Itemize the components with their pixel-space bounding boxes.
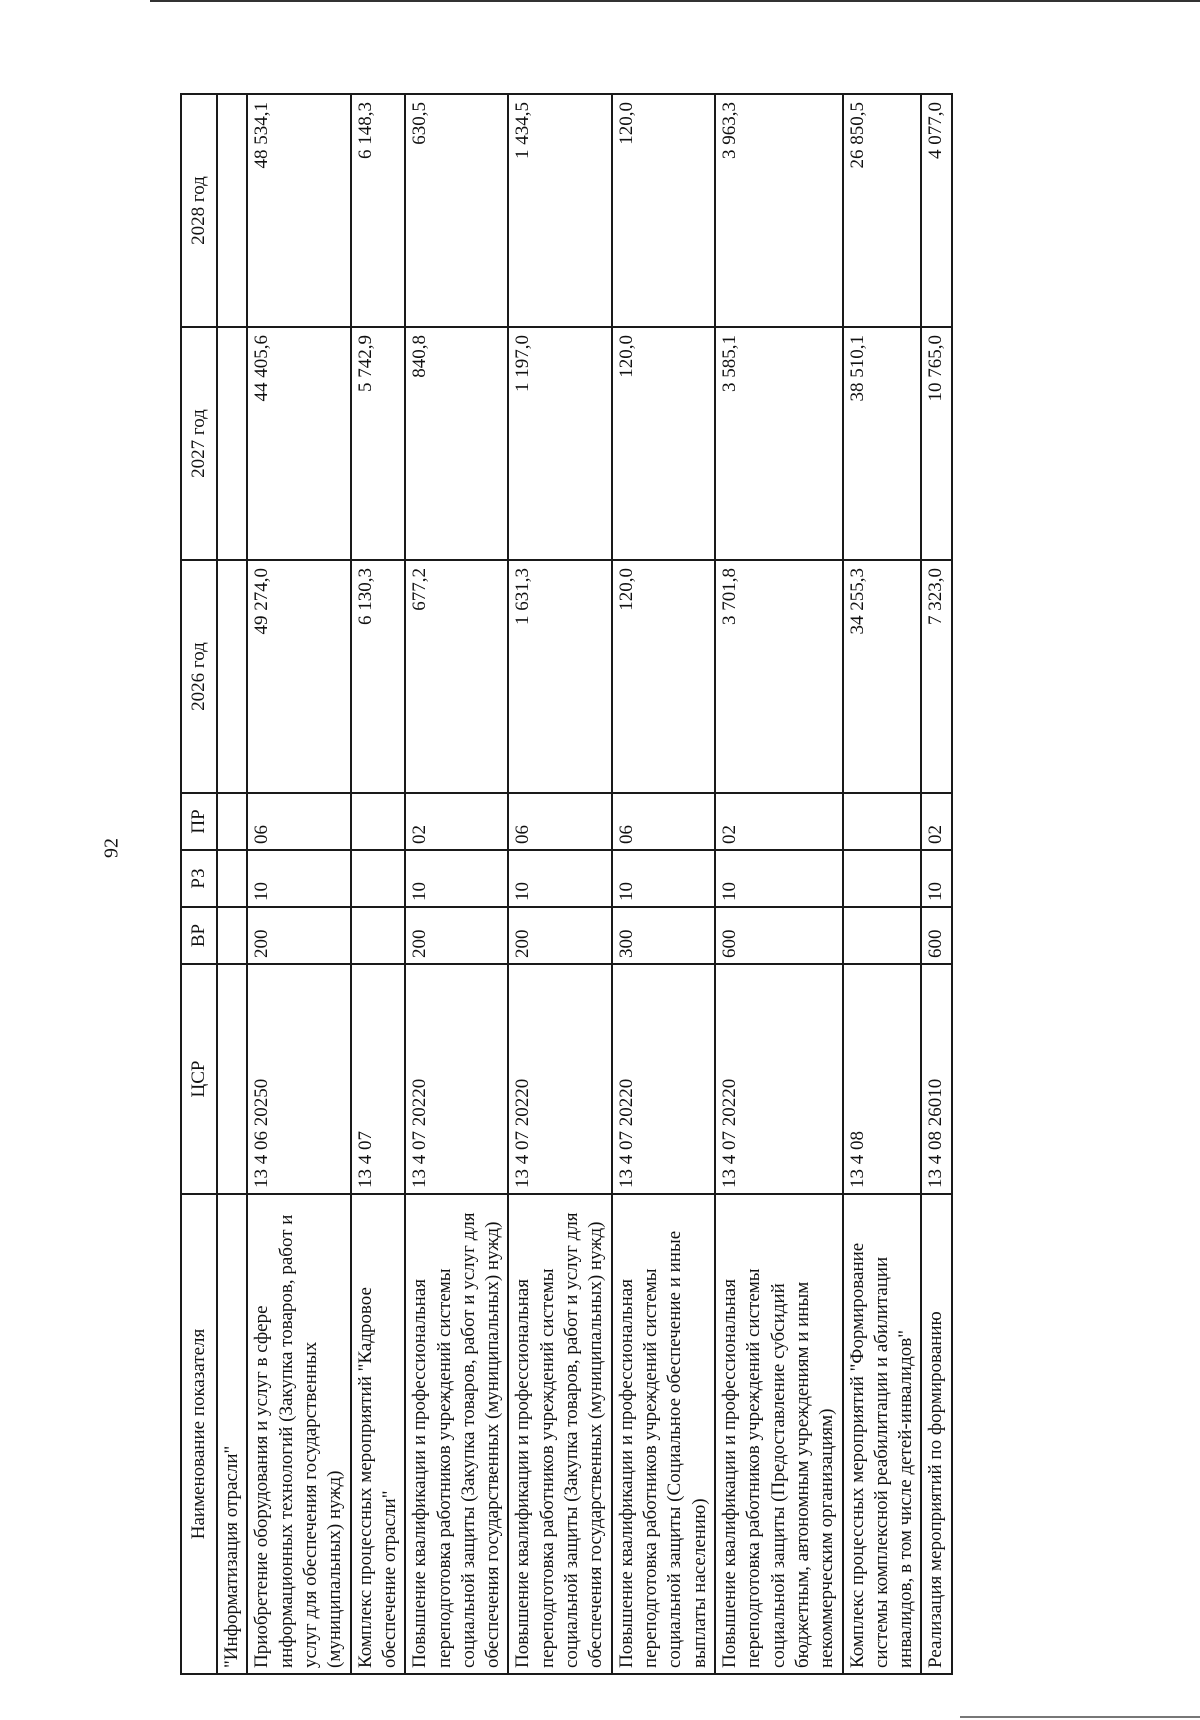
header-2027: 2027 год [181,327,217,560]
table-row [715,94,843,1674]
cell-rz: 10 [405,850,508,907]
cell-rz: 10 [715,850,843,907]
cell-name: Повышение квалификации и профессиональная переподготовка работников учреждений системы социальной защиты (Закупка товаров, работ и услуг для обеспечения государственных (муниципальных) нужд) [508,1194,611,1674]
table-row [612,94,715,1674]
cell-pr [843,793,922,850]
cell-2026: 6 130,3 [351,560,406,793]
header-rz: РЗ [181,850,217,907]
cell-pr: 02 [715,793,843,850]
table-row [247,94,350,1674]
cell-vr [351,907,406,964]
cell-pr: 06 [612,793,715,850]
cell-2026: 120,0 [612,560,715,793]
page-number: 92 [100,838,123,858]
cell-name: Повышение квалификации и профессиональная переподготовка работников учреждений системы социальной защиты (Предоставление субсидий бюджетным, автономным учреждениям и иным некоммерческим организациям) [715,1194,843,1674]
cell-csr: 13 4 08 26010 [921,964,951,1194]
cell-2027: 840,8 [405,327,508,560]
header-2028: 2028 год [181,94,217,327]
cell-2027: 1 197,0 [508,327,611,560]
cell-name: Повышение квалификации и профессиональная переподготовка работников учреждений системы социальной защиты (Закупка товаров, работ и услуг для обеспечения государственных (муниципальных) нужд) [405,1194,508,1674]
cell-2026: 34 255,3 [843,560,922,793]
table-row [921,94,951,1674]
cell-pr: 02 [405,793,508,850]
header-pr: ПР [181,793,217,850]
header-csr: ЦСР [181,964,217,1194]
cell-pr [217,793,247,850]
cell-2028: 48 534,1 [247,94,350,327]
cell-rz: 10 [921,850,951,907]
cell-2028: 26 850,5 [843,94,922,327]
cell-2028 [217,94,247,327]
cell-csr: 13 4 06 20250 [247,964,350,1194]
cell-2026: 7 323,0 [921,560,951,793]
cell-2027: 38 510,1 [843,327,922,560]
cell-vr: 200 [508,907,611,964]
cell-2027: 10 765,0 [921,327,951,560]
cell-2026 [217,560,247,793]
cell-rz: 10 [612,850,715,907]
cell-name: Комплекс процессных мероприятий "Кадровое обеспечение отрасли" [351,1194,406,1674]
cell-vr: 200 [247,907,350,964]
cell-csr: 13 4 07 20220 [405,964,508,1194]
cell-pr: 06 [247,793,350,850]
header-2026: 2026 год [181,560,217,793]
cell-pr: 02 [921,793,951,850]
cell-rz: 10 [508,850,611,907]
cell-2028: 630,5 [405,94,508,327]
cell-name: Приобретение оборудования и услуг в сфере информационных технологий (Закупка товаров, работ и услуг для обеспечения государственных (муниципальных) нужд) [247,1194,350,1674]
cell-2026: 49 274,0 [247,560,350,793]
budget-table [180,93,953,1675]
rotated-table-container [180,95,1130,1675]
header-vr: ВР [181,907,217,964]
cell-2027: 5 742,9 [351,327,406,560]
table-row [351,94,406,1674]
cell-2027 [217,327,247,560]
cell-name: Повышение квалификации и профессиональная переподготовка работников учреждений системы социальной защиты (Социальное обеспечение и иные выплаты населению) [612,1194,715,1674]
cell-2028: 3 963,3 [715,94,843,327]
cell-rz: 10 [247,850,350,907]
cell-vr: 300 [612,907,715,964]
cell-name: Комплекс процессных мероприятий "Формирование системы комплексной реабилитации и абилитации инвалидов, в том числе детей-инвалидов" [843,1194,922,1674]
table-row [217,94,247,1674]
top-edge-line [150,0,1200,2]
cell-2027: 120,0 [612,327,715,560]
cell-csr: 13 4 07 [351,964,406,1194]
cell-2026: 677,2 [405,560,508,793]
cell-csr: 13 4 07 20220 [612,964,715,1194]
cell-name: "Информатизация отрасли" [217,1194,247,1674]
bottom-edge-line [960,1716,1200,1718]
cell-csr: 13 4 07 20220 [508,964,611,1194]
cell-pr: 06 [508,793,611,850]
cell-vr: 600 [715,907,843,964]
cell-rz [843,850,922,907]
header-row [181,94,217,1674]
cell-2028: 120,0 [612,94,715,327]
cell-vr: 600 [921,907,951,964]
cell-2027: 44 405,6 [247,327,350,560]
cell-rz [351,850,406,907]
table-row [508,94,611,1674]
cell-2028: 1 434,5 [508,94,611,327]
cell-2026: 3 701,8 [715,560,843,793]
cell-2027: 3 585,1 [715,327,843,560]
cell-csr [217,964,247,1194]
cell-2028: 6 148,3 [351,94,406,327]
cell-vr: 200 [405,907,508,964]
table-row [405,94,508,1674]
table-row [843,94,922,1674]
cell-csr: 13 4 07 20220 [715,964,843,1194]
cell-vr [217,907,247,964]
header-name: Наименование показателя [181,1194,217,1674]
cell-csr: 13 4 08 [843,964,922,1194]
cell-pr [351,793,406,850]
cell-2026: 1 631,3 [508,560,611,793]
cell-vr [843,907,922,964]
cell-2028: 4 077,0 [921,94,951,327]
cell-name: Реализация мероприятий по формированию [921,1194,951,1674]
cell-rz [217,850,247,907]
